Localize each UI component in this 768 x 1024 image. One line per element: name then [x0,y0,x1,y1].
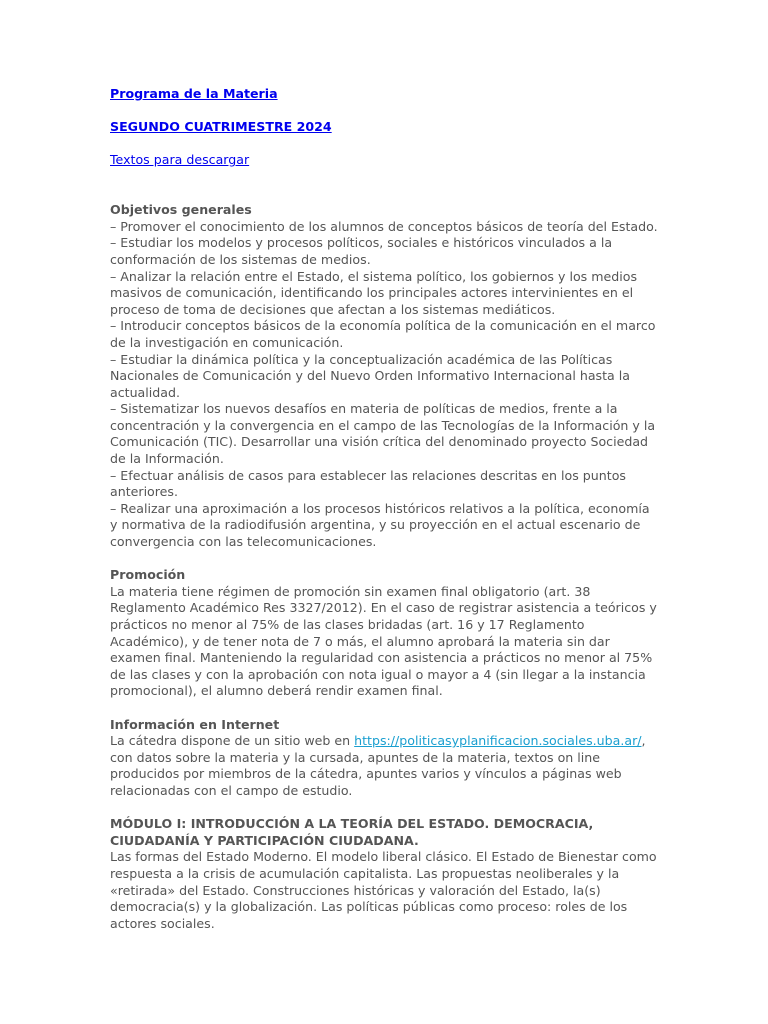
module1-section [110,816,660,932]
objective-item: – Sistematizar los nuevos desafíos en materia de políticas de medios, frente a la concentración y la convergencia en el campo de las Tecnologías de la Información y la Comunicación (TIC). Desarrollar una visión crítica del denominado proyecto Sociedad de la Información. [110,401,656,467]
objective-item: – Realizar una aproximación a los procesos históricos relativos a la política, economía y normativa de la radiodifusión argentina, y su proyección en el actual escenario de convergencia con las telecomunicaciones. [110,500,650,550]
texts-download-link[interactable]: Textos para descargar [110,152,250,168]
promotion-section [110,567,660,700]
website-link[interactable]: https://politicasyplanificacion.sociales.uba.ar/ [354,733,642,749]
objective-item: – Analizar la relación entre el Estado, el sistema político, los gobiernos y los medios masivos de comunicación, identificando los principales actores intervinientes en el proceso de toma de decisiones que afectan a los sistemas mediáticos. [110,268,638,317]
internet-text-after: , con datos sobre la materia y la cursada, apuntes de la materia, textos on line producidos por miembros de la cátedra, apuntes varios y vínculos a páginas web relacionadas con el campo de estudio. [110,733,646,798]
module1-text: Las formas del Estado Moderno. El modelo liberal clásico. El Estado de Bienestar como respuesta a la crisis de acumulación capitalista. Las propuestas neoliberales y la «retirada» del Estado. Construcciones históricas y valoración del Estado, la(s) democracia(s) y la globalización. Las políticas públicas como proceso: roles de los actores sociales. [110,849,657,931]
internet-text [110,733,660,799]
module1-heading: MÓDULO I: INTRODUCCIÓN A LA TEORÍA DEL ESTADO. DEMOCRACIA, CIUDADANÍA Y PARTICIPACIÓN CIUDADANA. [110,816,594,848]
spacer [110,186,660,203]
objective-item: – Estudiar la dinámica política y la conceptualización académica de las Políticas Nacionales de Comunicación y del Nuevo Orden Informativo Internacional hasta la actualidad. [110,351,630,400]
objective-item: – Introducir conceptos básicos de la economía política de la comunicación en el marco de la investigación en comunicación. [110,318,656,350]
objective-item: – Efectuar análisis de casos para establecer las relaciones descritas en los puntos anteriores. [110,467,626,500]
promotion-text: La materia tiene régimen de promoción sin examen final obligatorio (art. 38 Reglamento Académico Res 3327/2012). En el caso de registrar asistencia a teóricos y prácticos no menor al 75% de las clases bridadas (art. 16 y 17 Reglamento Académico), y de tener nota de 7 o más, el alumno aprobará la materia sin dar examen final. Manteniendo la regularidad con asistencia a prácticos no menor al 75% de las clases y con la aprobación con nota igual o mayor a 4 (sin llegar a la instancia promocional), el alumno deberá rendir examen final. [110,583,657,699]
objective-item: – Promover el conocimiento de los alumnos de conceptos básicos de teoría del Estado. – Estudiar los modelos y procesos políticos, sociales e históricos vinculados a la conformación de los sistemas de medios. [110,218,658,267]
internet-section [110,717,660,800]
program-link[interactable]: Programa de la Materia [110,86,278,101]
document-body [110,86,660,949]
objectives-heading: Objetivos generales [110,202,252,218]
internet-heading: Información en Internet [110,716,280,732]
internet-text-before: La cátedra dispone de un sitio web en [110,733,355,749]
objectives-section [110,202,660,550]
semester-link[interactable]: SEGUNDO CUATRIMESTRE 2024 [110,119,332,135]
promotion-heading: Promoción [110,567,186,583]
